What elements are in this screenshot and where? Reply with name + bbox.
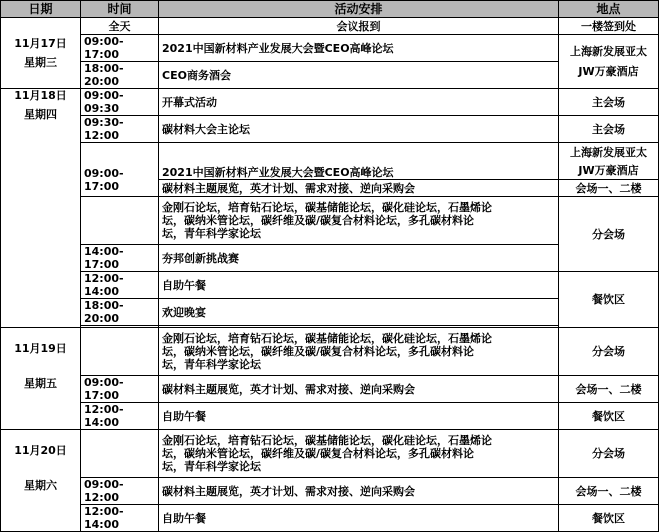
weekday-label: 星期四	[24, 108, 57, 121]
activity-cell: 夯邦创新挑战赛	[159, 245, 559, 272]
header-venue: 地点	[559, 1, 659, 18]
table-row	[1, 143, 659, 180]
time-cell: 09:00-17:00	[81, 376, 159, 403]
activity-line: 坛，青年科学家论坛	[162, 358, 261, 371]
table-row	[1, 89, 659, 116]
weekday-label: 星期六	[24, 479, 57, 492]
header-activity: 活动安排	[159, 1, 559, 18]
time-cell: 09:00-12:00	[81, 478, 159, 505]
venue-cell: 餐饮区	[559, 403, 659, 430]
date-label: 11月17日	[14, 37, 67, 50]
date-cell-day3	[1, 328, 81, 430]
activity-line: 坛，碳纳米管论坛，碳纤维及碳/碳复合材料论坛，多孔碳材料论	[162, 214, 475, 227]
time-cell-empty	[81, 197, 159, 245]
header-time: 时间	[81, 1, 159, 18]
time-cell: 09:00-09:30	[81, 89, 159, 116]
activity-cell: 2021中国新材料产业发展大会暨CEO高峰论坛	[159, 143, 559, 180]
activity-line: 坛，青年科学家论坛	[162, 227, 261, 240]
time-cell: 14:00-17:00	[81, 245, 159, 272]
table-row	[1, 478, 659, 505]
activity-line: 坛，碳纳米管论坛，碳纤维及碳/碳复合材料论坛，多孔碳材料论	[162, 345, 475, 358]
time-cell: 12:00-14:00	[81, 272, 159, 299]
table-row	[1, 35, 659, 62]
venue-line: 上海新发展亚太	[570, 45, 647, 58]
table-row	[1, 116, 659, 143]
activity-cell: 自助午餐	[159, 272, 559, 299]
date-cell-day1	[1, 18, 81, 89]
time-cell: 18:00-20:00	[81, 299, 159, 326]
activity-cell: CEO商务酒会	[159, 62, 559, 89]
date-cell-day2	[1, 89, 81, 328]
activity-cell: 碳材料主题展览，英才计划、需求对接、逆向采购会	[159, 180, 559, 197]
venue-line: JW万豪酒店	[578, 163, 639, 177]
venue-cell: 餐饮区	[559, 505, 659, 532]
time-cell: 12:00-14:00	[81, 403, 159, 430]
venue-line: JW万豪酒店	[578, 65, 639, 78]
time-cell: 18:00-20:00	[81, 62, 159, 89]
activity-cell	[159, 430, 559, 478]
activity-cell: 碳材料主题展览，英才计划、需求对接、逆向采购会	[159, 478, 559, 505]
activity-cell	[159, 197, 559, 245]
table-row	[1, 403, 659, 430]
date-label: 11月20日	[14, 444, 67, 457]
time-cell: 12:00-14:00	[81, 505, 159, 532]
header-row	[1, 1, 659, 18]
venue-cell: 会场一、二楼	[559, 478, 659, 505]
venue-cell: 分会场	[559, 328, 659, 376]
activity-cell: 开幕式活动	[159, 89, 559, 116]
header-date: 日期	[1, 1, 81, 18]
venue-cell: 分会场	[559, 197, 659, 272]
activity-cell	[159, 328, 559, 376]
table-row	[1, 272, 659, 299]
time-cell: 09:00-17:00	[81, 143, 159, 197]
activity-cell: 自助午餐	[159, 403, 559, 430]
venue-cell: 会场一、二楼	[559, 180, 659, 197]
activity-cell: 会议报到	[159, 18, 559, 35]
venue-line: 上海新发展亚太	[570, 145, 647, 159]
venue-cell: 一楼签到处	[559, 18, 659, 35]
venue-cell: 会场一、二楼	[559, 376, 659, 403]
time-cell: 全天	[81, 18, 159, 35]
table-row	[1, 197, 659, 245]
date-label: 11月19日	[14, 342, 67, 355]
activity-line: 坛，青年科学家论坛	[162, 460, 261, 473]
table-row	[1, 430, 659, 478]
activity-cell: 欢迎晚宴	[159, 299, 559, 326]
table-row	[1, 18, 659, 35]
activity-line: 金刚石论坛，培育钻石论坛，碳基储能论坛，碳化硅论坛，石墨烯论	[162, 201, 492, 214]
activity-cell: 碳材料主题展览，英才计划、需求对接、逆向采购会	[159, 376, 559, 403]
time-cell-empty	[81, 328, 159, 376]
date-label: 11月18日	[14, 89, 67, 102]
weekday-label: 星期五	[24, 377, 57, 390]
time-cell-empty	[81, 430, 159, 478]
activity-line: 金刚石论坛，培育钻石论坛，碳基储能论坛，碳化硅论坛，石墨烯论	[162, 332, 492, 345]
date-cell-day4	[1, 430, 81, 532]
table-row	[1, 505, 659, 532]
activity-cell: 碳材料大会主论坛	[159, 116, 559, 143]
activity-cell: 2021中国新材料产业发展大会暨CEO高峰论坛	[159, 35, 559, 62]
activity-line: 坛，碳纳米管论坛，碳纤维及碳/碳复合材料论坛，多孔碳材料论	[162, 447, 475, 460]
venue-cell: 分会场	[559, 430, 659, 478]
time-cell: 09:00-17:00	[81, 35, 159, 62]
venue-cell	[559, 35, 659, 89]
weekday-label: 星期三	[24, 56, 57, 69]
activity-line: 金刚石论坛，培育钻石论坛，碳基储能论坛，碳化硅论坛，石墨烯论	[162, 434, 492, 447]
venue-cell	[559, 143, 659, 180]
venue-cell: 餐饮区	[559, 272, 659, 328]
table-row	[1, 376, 659, 403]
activity-cell: 自助午餐	[159, 505, 559, 532]
table-row	[1, 328, 659, 376]
time-cell: 09:30-12:00	[81, 116, 159, 143]
venue-cell: 主会场	[559, 116, 659, 143]
venue-cell: 主会场	[559, 89, 659, 116]
